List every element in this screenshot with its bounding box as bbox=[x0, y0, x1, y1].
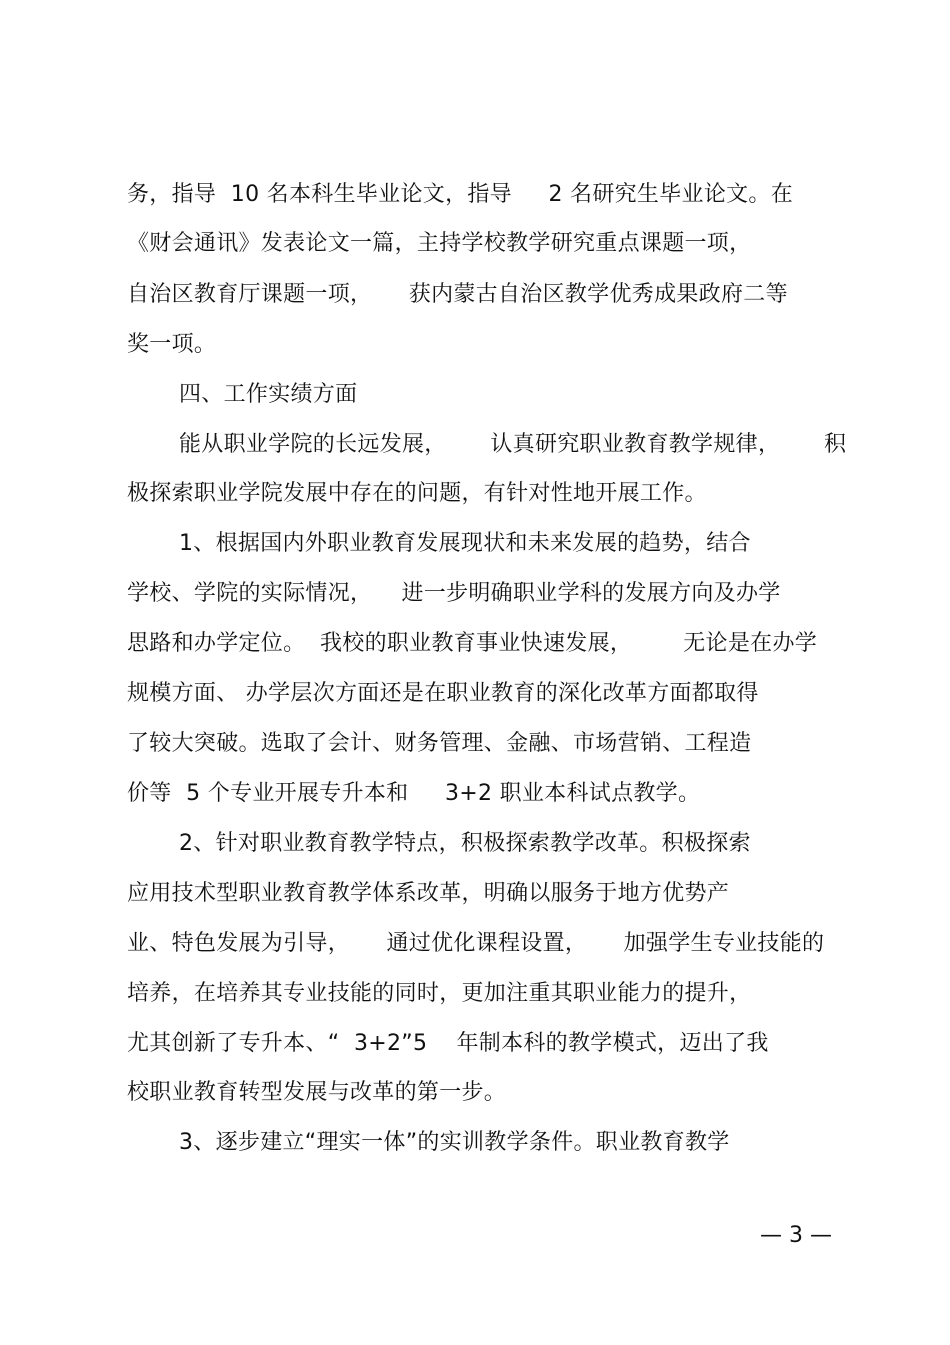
body-text-line: 《财会通讯》发表论文一篇，主持学校教学研究重点课题一项， bbox=[127, 231, 752, 256]
body-text-line: 学校、学院的实际情况， 进一步明确职业学科的发展方向及办学 bbox=[127, 581, 781, 606]
body-text-line: 能从职业学院的长远发展， 认真研究职业教育教学规律， 积 bbox=[179, 432, 847, 457]
body-text-line: 极探索职业学院发展中存在的问题，有针对性地开展工作。 bbox=[127, 481, 707, 506]
body-text-line: 价等 5 个专业开展专升本和 3+2 职业本科试点教学。 bbox=[127, 781, 701, 806]
body-text-line: 业、特色发展为引导， 通过优化课程设置， 加强学生专业技能的 bbox=[127, 931, 825, 956]
page-number: — 3 — bbox=[760, 1223, 832, 1248]
body-text-line: 自治区教育厅课题一项， 获内蒙古自治区教学优秀成果政府二等 bbox=[127, 282, 788, 307]
body-text-line: 尤其创新了专升本、“ 3+2”5 年制本科的教学模式，迈出了我 bbox=[127, 1031, 769, 1056]
body-text-line: 规模方面、 办学层次方面还是在职业教育的深化改革方面都取得 bbox=[127, 681, 759, 706]
section-heading: 四、工作实绩方面 bbox=[179, 382, 358, 407]
body-text-line: 培养，在培养其专业技能的同时，更加注重其职业能力的提升， bbox=[127, 981, 752, 1006]
body-text-line: 应用技术型职业教育教学体系改革，明确以服务于地方优势产 bbox=[127, 881, 730, 906]
body-text-line: 思路和办学定位。 我校的职业教育事业快速发展， 无论是在办学 bbox=[127, 631, 818, 656]
list-item-2-line: 2、针对职业教育教学特点，积极探索教学改革。积极探索 bbox=[179, 831, 751, 856]
list-item-3-line: 3、逐步建立“理实一体”的实训教学条件。职业教育教学 bbox=[179, 1130, 730, 1155]
list-item-1-line: 1、根据国内外职业教育发展现状和未来发展的趋势，结合 bbox=[179, 531, 751, 556]
body-text-line: 奖一项。 bbox=[127, 332, 217, 357]
body-text-line: 了较大突破。选取了会计、财务管理、金融、市场营销、工程造 bbox=[127, 731, 752, 756]
body-text-line: 务，指导 10 名本科生毕业论文，指导 2 名研究生毕业论文。在 bbox=[127, 182, 794, 207]
body-text-line: 校职业教育转型发展与改革的第一步。 bbox=[127, 1080, 507, 1105]
